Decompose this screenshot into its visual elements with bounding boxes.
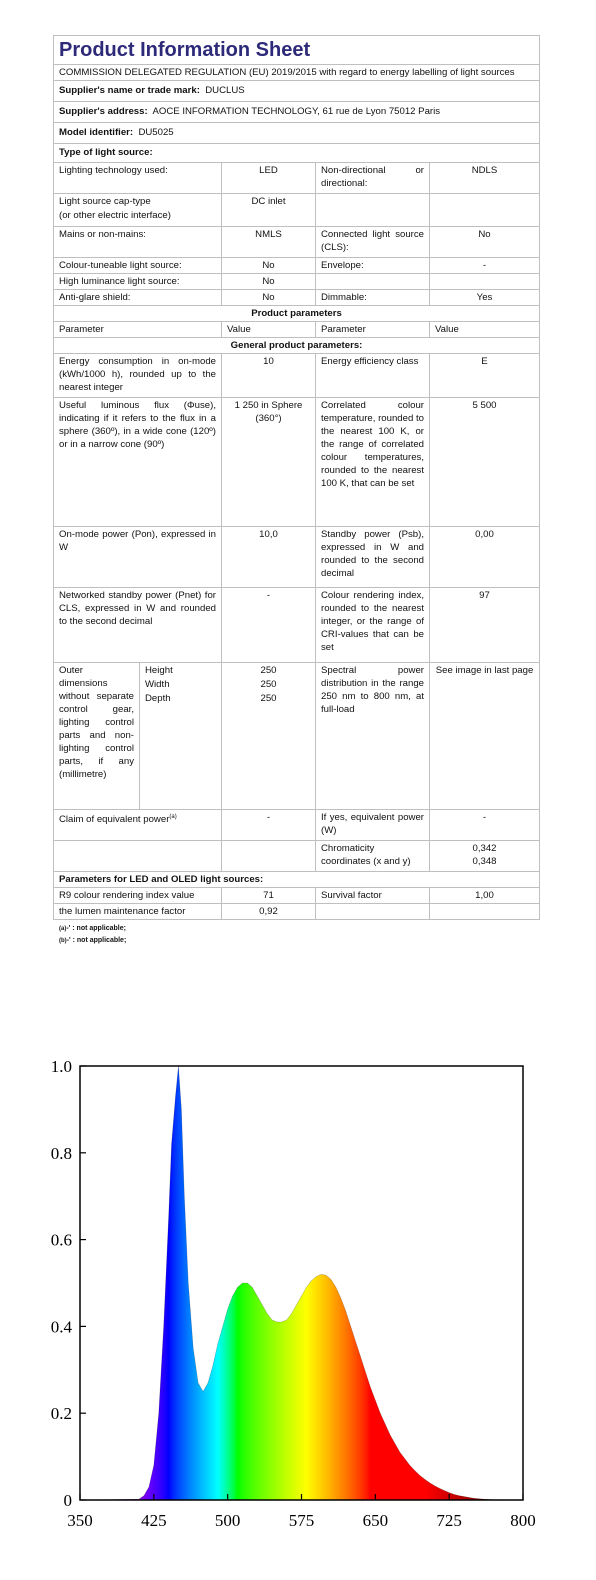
directional-value: NDLS [430, 163, 540, 194]
product-info-table [53, 35, 540, 920]
regulation-text: COMMISSION DELEGATED REGULATION (EU) 2019/2015 with regard to energy labelling of light sources [59, 67, 515, 78]
footnote-a-marker: (a) [59, 926, 67, 932]
y-tick-label: 1.0 [50, 1057, 72, 1076]
cct-label: Correlated colour temperature, rounded to the nearest 100 K, or the range of correlated colour temperatures, rounded to the nearest 100 K, that can be set [316, 398, 430, 527]
x-tick-label: 425 [141, 1511, 167, 1530]
y-tick-label: 0 [63, 1491, 72, 1510]
chromaticity-x: 0,342 [472, 843, 497, 854]
y-tick-label: 0.8 [50, 1143, 72, 1163]
y-tick-label: 0.4 [50, 1317, 72, 1337]
depth-value: 250 [260, 693, 277, 704]
r9-value: 71 [222, 888, 316, 904]
mains-label: Mains or non-mains: [54, 227, 222, 258]
high-luminance-label: High luminance light source: [54, 274, 222, 290]
x-tick-label: 350 [67, 1511, 93, 1530]
cls-label: Connected light source (CLS): [316, 227, 430, 258]
cap-type-sublabel: (or other electric interface) [59, 210, 171, 221]
high-luminance-value: No [222, 274, 316, 290]
lumen-maintenance-value: 0,92 [222, 904, 316, 920]
model-identifier: DU5025 [138, 127, 174, 138]
spectral-power-distribution-chart [0, 1050, 596, 1570]
dimmable-label: Dimmable: [316, 290, 430, 306]
tech-value: LED [222, 163, 316, 194]
product-information-sheet [53, 35, 539, 947]
x-tick-label: 575 [288, 1511, 315, 1530]
cap-type-value: DC inlet [222, 194, 316, 227]
equivalent-power-footnote: (a) [169, 814, 177, 820]
x-tick-label: 725 [436, 1511, 462, 1530]
dimmable-value: Yes [430, 290, 540, 306]
footnotes [53, 923, 539, 947]
height-value: 250 [260, 665, 277, 676]
footnote-b [59, 935, 539, 947]
height-label: Height [145, 665, 173, 676]
cct-value: 5 500 [430, 398, 540, 527]
efficiency-class-label: Energy efficiency class [316, 354, 430, 398]
networked-standby-label: Networked standby power (Pnet) for CLS, expressed in W and rounded to the second decimal [54, 588, 222, 663]
footnote-a-text: -' : not applicable; [66, 925, 126, 932]
type-header: Type of light source: [59, 147, 153, 158]
supplier-name: DUCLUS [205, 85, 245, 96]
colour-rendering-value: 97 [430, 588, 540, 663]
x-tick-label: 650 [362, 1511, 389, 1530]
on-mode-power-value: 10,0 [222, 527, 316, 588]
col-parameter-2: Parameter [316, 322, 430, 338]
anti-glare-value: No [222, 290, 316, 306]
general-params-header: General product parameters: [54, 338, 540, 354]
r9-label: R9 colour rendering index value [54, 888, 222, 904]
supplier-address: AOCE INFORMATION TECHNOLOGY, 61 rue de Lyon 75012 Paris [152, 106, 441, 117]
footnote-b-text: -' : not applicable; [66, 937, 127, 944]
product-params-header: Product parameters [54, 306, 540, 322]
cap-type-label: Light source cap-type [59, 196, 151, 207]
envelope-label: Envelope: [316, 258, 430, 274]
y-tick-label: 0.6 [50, 1230, 72, 1250]
energy-consumption-label: Energy consumption in on-mode (kWh/1000 h), rounded up to the nearest integer [54, 354, 222, 398]
equivalent-watt-label: If yes, equivalent power (W) [316, 810, 430, 841]
led-params-header: Parameters for LED and OLED light sources: [54, 872, 540, 888]
page-title: Product Information Sheet [59, 39, 311, 61]
directional-label: Non-directional or directional: [316, 163, 430, 194]
equivalent-power-label: Claim of equivalent power [59, 814, 170, 826]
standby-power-value: 0,00 [430, 527, 540, 588]
mains-value: NMLS [222, 227, 316, 258]
col-value-2: Value [430, 322, 540, 338]
width-label: Width [145, 679, 170, 690]
supplier-name-label: Supplier's name or trade mark: [59, 85, 200, 96]
chromaticity-y: 0,348 [472, 856, 497, 867]
footnote-a [59, 923, 539, 935]
anti-glare-label: Anti-glare shield: [54, 290, 222, 306]
on-mode-power-label: On-mode power (Pon), expressed in W [54, 527, 222, 588]
standby-power-label: Standby power (Psb), expressed in W and rounded to the second decimal [316, 527, 430, 588]
col-value: Value [222, 322, 316, 338]
survival-factor-label: Survival factor [316, 888, 430, 904]
spectrum-area [85, 1066, 513, 1500]
chromaticity-label: Chromaticity coordinates (x and y) [316, 841, 430, 872]
outer-dimensions-label: Outer dimensions without separate control gear, lighting control parts and non-lighting control parts, if any (millimetre) [54, 663, 140, 810]
spectral-distribution-label: Spectral power distribution in the range 250 nm to 800 nm, at full-load [316, 663, 430, 810]
efficiency-class-value: E [430, 354, 540, 398]
col-parameter: Parameter [54, 322, 222, 338]
equivalent-watt-value: - [430, 810, 540, 841]
lumen-maintenance-label: the lumen maintenance factor [54, 904, 222, 920]
depth-label: Depth [145, 693, 171, 704]
colour-rendering-label: Colour rendering index, rounded to the nearest integer, or the range of CRI-values that can be set [316, 588, 430, 663]
cls-value: No [430, 227, 540, 258]
supplier-address-label: Supplier's address: [59, 106, 148, 117]
model-label: Model identifier: [59, 127, 134, 138]
footnote-b-marker: (b) [59, 938, 67, 944]
tech-label: Lighting technology used: [54, 163, 222, 194]
luminous-flux-label: Useful luminous flux (Φuse), indicating if it refers to the flux in a sphere (360º), in a wide cone (120º) or in a narrow cone (90º) [54, 398, 222, 527]
envelope-value: - [430, 258, 540, 274]
luminous-flux-value: 1 250 in Sphere (360°) [222, 398, 316, 527]
energy-consumption-value: 10 [222, 354, 316, 398]
colour-tuneable-value: No [222, 258, 316, 274]
x-tick-label: 500 [214, 1511, 241, 1530]
y-tick-label: 0.2 [50, 1404, 72, 1424]
networked-standby-value: - [222, 588, 316, 663]
equivalent-power-value: - [222, 810, 316, 841]
spectral-distribution-value: See image in last page [430, 663, 540, 810]
survival-factor-value: 1,00 [430, 888, 540, 904]
x-tick-label: 800 [510, 1511, 536, 1530]
colour-tuneable-label: Colour-tuneable light source: [54, 258, 222, 274]
width-value: 250 [260, 679, 277, 690]
